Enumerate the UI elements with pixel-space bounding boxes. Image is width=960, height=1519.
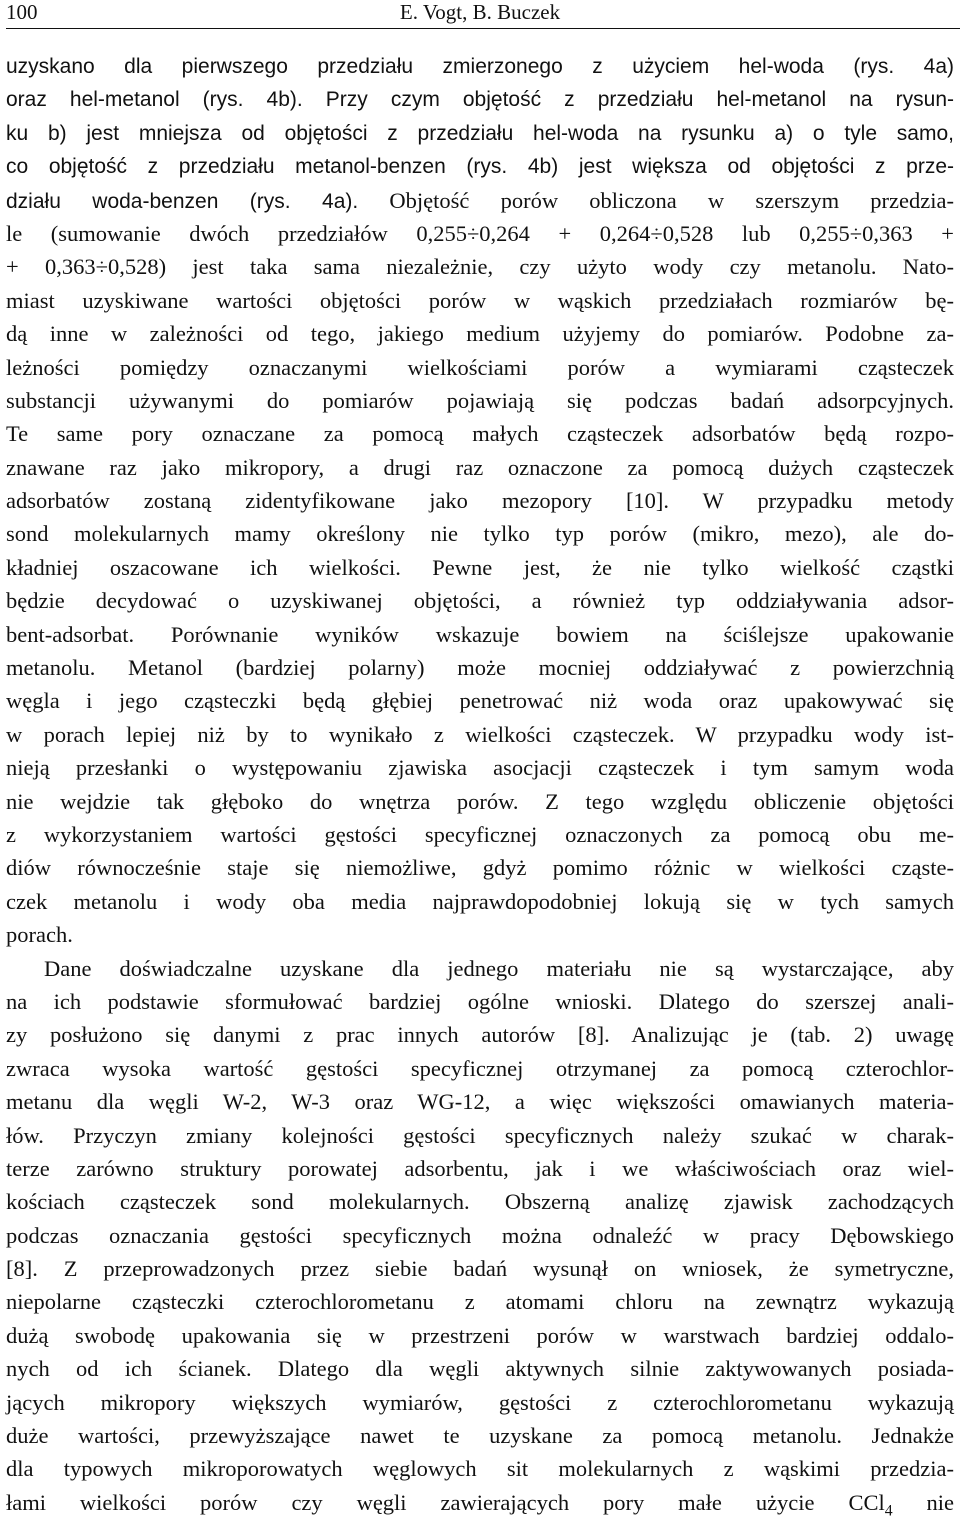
- text-line: niepolarne cząsteczki czterochlorometanu z atomami chloru na zewnątrz wykazują: [6, 1289, 954, 1315]
- page-number: 100: [6, 0, 38, 24]
- text-line: na ich podstawie sformułować bardziej ogólne wnioski. Dlatego do szerszej anali-: [6, 988, 954, 1014]
- text-line: kładniej oszacowane ich wielkości. Pewne jest, że nie tylko wielkość cząstki: [6, 554, 954, 580]
- text-line: łów. Przyczyn zmiany kolejności gęstości specyficznych należy szukać w charak-: [6, 1122, 954, 1148]
- text-line: Dane doświadczalne uzyskane dla jednego materiału nie są wystarczające, aby: [44, 955, 954, 981]
- text-line: dla typowych mikroporowatych węglowych sit molekularnych z wąskimi przedzia-: [6, 1456, 954, 1482]
- text-line: bent-adsorbat. Porównanie wyników wskazuje bowiem na ściślejsze upakowanie: [6, 621, 954, 647]
- text-line: terze zarówno struktury porowatej adsorbentu, jak i we właściwościach oraz wiel-: [6, 1155, 954, 1181]
- text-line: porach.: [6, 922, 73, 948]
- text-line: [6, 1486, 954, 1519]
- text-line: sond molekularnych mamy określony nie tylko typ porów (mikro, mezo), ale do-: [6, 521, 954, 547]
- subscript: 4: [884, 1502, 893, 1519]
- line-segment: nie: [892, 1489, 954, 1515]
- text-line: jących mikropory większych wymiarów, gęstości z czterochlorometanu wykazują: [6, 1389, 954, 1415]
- text-line: będzie decydować o uzyskiwanej objętości, a również typ oddziaływania adsor-: [6, 588, 954, 614]
- text-line: uzyskano dla pierwszego przedziału zmierzonego z użyciem hel-woda (rys. 4a): [6, 55, 954, 78]
- text-line: ku b) jest mniejsza od objętości z przedziału hel-woda na rysunku a) o tyle samo,: [6, 121, 954, 145]
- running-header: [0, 0, 960, 27]
- header-rule: [6, 28, 960, 29]
- text-line: zwraca wysoka wartość gęstości specyficznej otrzymanej za pomocą czterochlor-: [6, 1055, 954, 1081]
- text-line: dą inne w zależności od tego, jakiego medium użyjemy do pomiarów. Podobne za-: [6, 321, 954, 347]
- text-line: miast uzyskiwane wartości objętości porów w wąskich przedziałach rozmiarów bę-: [6, 287, 954, 313]
- text-line: adsorbatów zostaną zidentyfikowane jako mezopory [10]. W przypadku metody: [6, 488, 954, 514]
- running-head-authors: E. Vogt, B. Buczek: [399, 0, 561, 24]
- text-line: nie wejdzie tak głęboko do wnętrza porów. Z tego względu obliczenie objętości: [6, 788, 954, 814]
- line-segment: łami wielkości porów czy węgli zawierających pory małe użycie CCl: [6, 1489, 885, 1515]
- text-line: w porach lepiej niż by to wynikało z wielkości cząsteczek. W przypadku wody ist-: [6, 721, 954, 747]
- text-line: diów równocześnie staje się niemożliwe, gdyż pomimo różnic w wielkości cząste-: [6, 855, 954, 881]
- line-segment-sans: działu woda-benzen (rys. 4a).: [6, 189, 359, 213]
- text-line: węgla i jego cząsteczki będą głębiej penetrować niż woda oraz upakowywać się: [6, 688, 954, 714]
- text-line: znawane raz jako mikropory, a drugi raz oznaczone za pomocą dużych cząsteczek: [6, 454, 954, 480]
- text-line: dużą swobodę upakowania się w przestrzeni porów w warstwach bardziej oddalo-: [6, 1322, 954, 1348]
- text-line: + 0,363÷0,528) jest taka sama niezależnie, czy użyto wody czy metanolu. Nato-: [6, 254, 954, 280]
- text-line: kościach cząsteczek sond molekularnych. Obszerną analizę zjawisk zachodzących: [6, 1189, 954, 1215]
- text-line: le (sumowanie dwóch przedziałów 0,255÷0,264 + 0,264÷0,528 lub 0,255÷0,363 +: [6, 220, 954, 246]
- text-line: [8]. Z przeprowadzonych przez siebie badań wysunął on wniosek, że symetryczne,: [6, 1256, 954, 1282]
- body-text: [6, 50, 954, 1519]
- text-line: co objętość z przedziału metanol-benzen (rys. 4b) jest większa od objętości z prze-: [6, 155, 954, 179]
- text-line: metanu dla węgli W-2, W-3 oraz WG-12, a więc większości omawianych materia-: [6, 1089, 954, 1115]
- text-line: [6, 184, 954, 217]
- text-line: substancji używanymi do pomiarów pojawiają się podczas badań adsorpcyjnych.: [6, 387, 954, 413]
- text-line: z wykorzystaniem wartości gęstości specyficznej oznaczonych za pomocą obu me-: [6, 821, 954, 847]
- text-line: Te same pory oznaczane za pomocą małych cząsteczek adsorbatów będą rozpo-: [6, 421, 954, 447]
- text-line: zy posłużono się danymi z prac innych autorów [8]. Analizując je (tab. 2) uwagę: [6, 1022, 954, 1048]
- text-line: duże wartości, przewyższające nawet te uzyskane za pomocą metanolu. Jednakże: [6, 1423, 954, 1449]
- text-line: metanolu. Metanol (bardziej polarny) może mocniej oddziaływać z powierzchnią: [6, 655, 954, 681]
- text-line: leżności pomiędzy oznaczanymi wielkościami porów a wymiarami cząsteczek: [6, 354, 954, 380]
- text-line: nieją przesłanki o występowaniu zjawiska asocjacji cząsteczek i tym samym woda: [6, 755, 954, 781]
- text-line: nych od ich ścianek. Dlatego dla węgli aktywnych silnie zaktywowanych posiada-: [6, 1356, 954, 1382]
- text-line: oraz hel-metanol (rys. 4b). Przy czym objętość z przedziału hel-metanol na rysun-: [6, 88, 954, 112]
- text-line: podczas oznaczania gęstości specyficznych można odnaleźć w pracy Dębowskiego: [6, 1222, 954, 1248]
- line-segment-serif: Objętość porów obliczona w szerszym przedzia-: [358, 187, 954, 213]
- text-line: czek metanolu i wody oba media najprawdopodobniej lokują się w tych samych: [6, 888, 954, 914]
